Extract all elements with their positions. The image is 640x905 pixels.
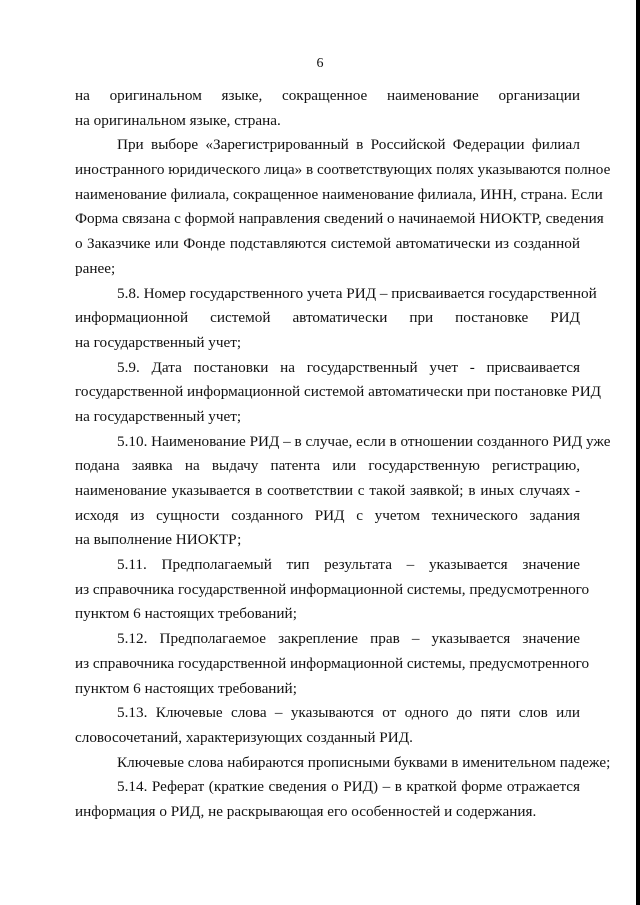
text-line: пунктом 6 настоящих требований;	[75, 605, 297, 623]
text-line: ранее;	[75, 259, 116, 277]
text-line: Ключевые слова набираются прописными буквами в именительном падеже;	[117, 753, 611, 771]
text-line: 5.9. Дата постановки на государственный учет - присваивается	[117, 358, 580, 376]
text-line: 5.13. Ключевые слова – указываются от одного до пяти слов или	[117, 704, 580, 722]
text-line: подана заявка на выдачу патента или государственную регистрацию,	[75, 457, 580, 475]
text-line: Форма связана с формой направления сведений о начинаемой НИОКТР, сведения	[75, 210, 604, 228]
text-line: государственной информационной системой автоматически при постановке РИД	[75, 383, 602, 401]
text-line: информационной системой автоматически при постановке РИД	[75, 309, 580, 327]
text-line: исходя из сущности созданного РИД с учетом технического задания	[75, 506, 580, 524]
text-line: на оригинальном языке, страна.	[75, 111, 281, 129]
text-line: При выборе «Зарегистрированный в Российской Федерации филиал	[117, 136, 580, 154]
text-line: 5.12. Предполагаемое закрепление прав – указывается значение	[117, 630, 580, 648]
text-line: 5.11. Предполагаемый тип результата – указывается значение	[117, 556, 580, 574]
paragraph	[75, 553, 590, 627]
text-line: на государственный учет;	[75, 407, 242, 425]
text-line: 5.14. Реферат (краткие сведения о РИД) – в краткой форме отражается	[117, 778, 580, 796]
text-line: иностранного юридического лица» в соответствующих полях указываются полное	[75, 161, 611, 179]
paragraph	[75, 627, 590, 701]
paragraph	[75, 84, 580, 133]
text-line: словосочетаний, характеризующих созданный РИД.	[75, 728, 413, 746]
document-body	[75, 84, 611, 825]
text-line: из справочника государственной информационной системы, предусмотренного	[75, 654, 590, 672]
text-line: наименование филиала, сокращенное наименование филиала, ИНН, страна. Если	[75, 185, 603, 203]
paragraph	[75, 701, 580, 750]
text-line: информация о РИД, не раскрывающая его особенностей и содержания.	[75, 802, 537, 820]
text-line: 5.10. Наименование РИД – в случае, если в отношении созданного РИД уже	[117, 432, 611, 450]
page-number: 6	[316, 56, 324, 71]
text-line: на оригинальном языке, сокращенное наименование организации	[75, 87, 580, 104]
paragraph	[75, 430, 611, 553]
paragraph	[75, 133, 611, 281]
paragraph	[75, 356, 602, 430]
text-line: на выполнение НИОКТР;	[75, 531, 242, 549]
text-line: о Заказчике или Фонде подставляются системой автоматически из созданной	[75, 235, 580, 253]
paragraph	[75, 775, 580, 824]
text-line: пунктом 6 настоящих требований;	[75, 679, 297, 697]
paragraph	[75, 751, 611, 776]
paragraph	[75, 282, 597, 356]
text-line: наименование указывается в соответствии с такой заявкой; в иных случаях -	[75, 482, 580, 499]
text-line: на государственный учет;	[75, 333, 242, 351]
text-line: из справочника государственной информационной системы, предусмотренного	[75, 580, 590, 598]
text-line: 5.8. Номер государственного учета РИД – присваивается государственной	[117, 284, 597, 302]
